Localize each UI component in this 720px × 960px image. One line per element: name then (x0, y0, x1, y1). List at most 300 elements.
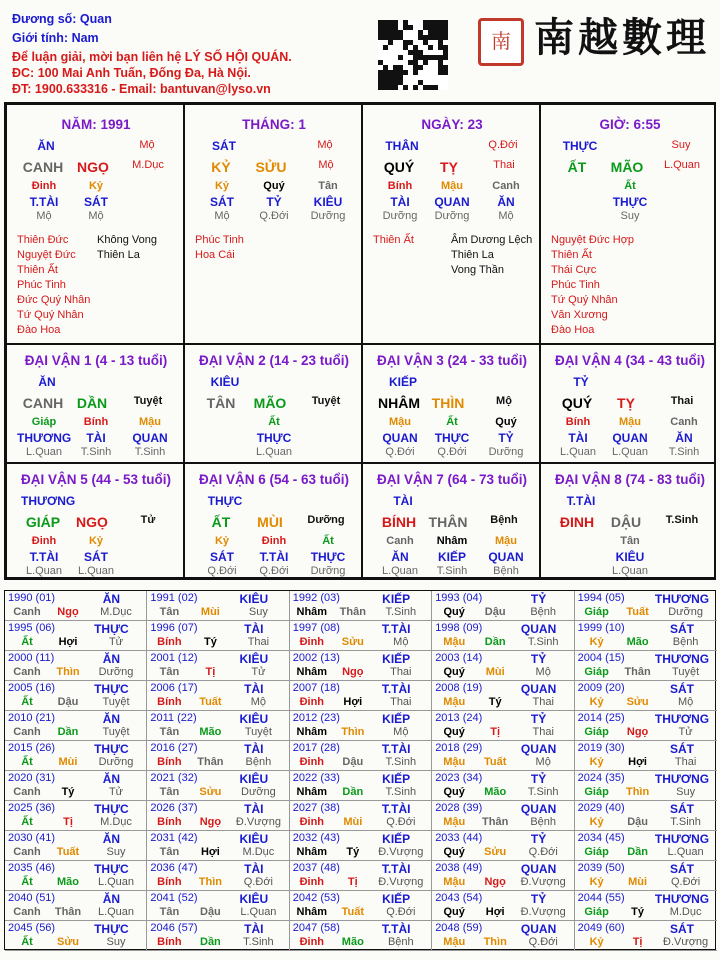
year-cell[interactable] (290, 921, 432, 951)
year-stage: M.Dục (100, 816, 132, 828)
year-branch: Hợi (628, 756, 647, 768)
year-cell[interactable] (5, 771, 147, 801)
ten-god: THƯƠNG (654, 592, 710, 606)
ten-god: KIÊU (239, 892, 269, 906)
contact-note: Để luận giải, mời bạn liên hệ LÝ SỐ HỘI QUÁN. (12, 50, 292, 64)
stage: Q.Đới (488, 139, 518, 151)
year-cell[interactable] (290, 861, 432, 891)
stage: Bệnh (490, 514, 518, 526)
ten-god: QUAN (488, 550, 524, 564)
year-stem: Canh (13, 906, 41, 918)
star-item: Phúc Tinh (195, 234, 244, 246)
year-label: 1990 (01) (8, 592, 56, 604)
year-cell[interactable] (5, 681, 147, 711)
year-branch: Dần (200, 936, 221, 948)
year-cell[interactable] (290, 771, 432, 801)
stage: Dưỡng (382, 210, 418, 222)
ten-god: ĂN (37, 139, 55, 153)
year-stage: T.Sinh (670, 816, 701, 828)
year-branch: Tý (488, 696, 502, 708)
ten-god: T.TÀI (566, 494, 596, 508)
year-stem: Đinh (299, 876, 325, 888)
year-stage: Bệnh (672, 636, 699, 648)
year-label: 2041 (52) (150, 892, 198, 904)
hidden-stem: Kỷ (214, 180, 230, 192)
year-branch: Tị (205, 666, 216, 678)
year-cell[interactable] (432, 591, 574, 621)
year-cell[interactable] (575, 771, 717, 801)
star-item: Không Vong (97, 234, 157, 246)
year-stage: Đ.Vượng (520, 906, 566, 918)
year-branch: Tị (490, 726, 501, 738)
year-stem: Giáp (584, 786, 609, 798)
hidden-stem: Tân (318, 180, 338, 192)
year-branch: Mùi (200, 606, 220, 618)
heavenly-stem: ẤT (567, 159, 587, 175)
year-cell[interactable] (575, 921, 717, 951)
star-item: Phúc Tinh (17, 279, 66, 291)
year-cell[interactable] (290, 801, 432, 831)
hidden-stem: Quý (263, 180, 285, 192)
star-item: Thiên Ất (17, 264, 58, 276)
year-stage: Q.Đới (386, 816, 416, 828)
ten-god: QUAN (520, 862, 557, 876)
year-cell[interactable] (147, 771, 289, 801)
year-branch: Mão (341, 936, 364, 948)
year-cell[interactable] (147, 801, 289, 831)
year-cell[interactable] (290, 891, 432, 921)
year-cell[interactable] (575, 801, 717, 831)
year-label: 2021 (32) (150, 772, 198, 784)
address: ĐC: 100 Mai Anh Tuấn, Đống Đa, Hà Nội. (12, 66, 251, 80)
year-cell[interactable] (432, 921, 574, 951)
year-stage: Bệnh (245, 756, 272, 768)
year-label: 2029 (40) (577, 802, 625, 814)
dai-van-title: ĐẠI VẬN 2 (14 - 23 tuổi) (198, 353, 350, 368)
year-cell[interactable] (147, 681, 289, 711)
year-stem: Bính (157, 756, 182, 768)
ten-god: KIẾP (382, 832, 411, 846)
ten-god: QUAN (520, 682, 557, 696)
year-branch: Tý (203, 636, 217, 648)
year-cell[interactable] (5, 711, 147, 741)
year-stage: Suy (676, 786, 696, 798)
year-stage: Tuyệt (102, 726, 130, 738)
year-branch: Hợi (200, 846, 220, 858)
ten-god: TỶ (530, 892, 547, 906)
star-item: Thái Cực (551, 264, 597, 276)
ten-god: KIÊU (615, 550, 645, 564)
ten-god: TỶ (573, 375, 589, 389)
year-cell[interactable] (575, 651, 717, 681)
year-cell[interactable] (575, 711, 717, 741)
year-cell[interactable] (5, 861, 147, 891)
year-stage: L.Quan (97, 906, 135, 918)
year-stem: Mậu (443, 756, 466, 768)
ten-god: TÀI (244, 862, 264, 876)
year-branch: Dậu (57, 696, 79, 708)
year-branch: Tuất (341, 906, 364, 918)
year-branch: Ngọ (626, 726, 649, 738)
year-label: 1994 (05) (577, 592, 625, 604)
star-item: Thiên La (97, 249, 140, 261)
year-cell[interactable] (5, 891, 147, 921)
year-stage: Suy (248, 606, 268, 618)
pillar-title: THÁNG: 1 (242, 117, 306, 132)
year-cell[interactable] (147, 591, 289, 621)
year-cell[interactable] (147, 741, 289, 771)
ten-god: ĂN (102, 592, 121, 606)
stage: Suy (671, 139, 691, 151)
hidden-stem: Đinh (31, 180, 57, 192)
ten-god: TỶ (530, 592, 547, 606)
ten-god: THƯƠNG (654, 772, 710, 786)
year-branch: Mão (57, 876, 79, 888)
ten-god: THƯƠNG (17, 431, 72, 445)
ten-god: THỰC (94, 802, 129, 816)
ten-god: KIÊU (239, 712, 269, 726)
heavenly-stem: CANH (22, 159, 64, 175)
star-item: Nguyệt Đức (17, 249, 76, 261)
year-cell[interactable] (5, 831, 147, 861)
year-branch: Mùi (58, 756, 78, 768)
year-cell[interactable] (432, 891, 574, 921)
year-cell[interactable] (432, 861, 574, 891)
year-stage: T.Sinh (527, 636, 559, 648)
year-branch: Dậu (484, 606, 506, 618)
year-label: 2000 (11) (8, 652, 55, 664)
year-stage: Thai (390, 696, 412, 708)
heavenly-stem: CANH (22, 395, 64, 411)
year-stem: Ất (21, 936, 33, 948)
year-label: 2001 (12) (150, 652, 198, 664)
year-branch: Thìn (483, 936, 507, 948)
year-stem: Bính (157, 936, 182, 948)
year-branch: Dậu (627, 816, 648, 828)
ten-god: SÁT (84, 550, 108, 564)
year-stem: Bính (157, 696, 182, 708)
star-list (451, 233, 532, 278)
ten-god: TỶ (530, 772, 547, 786)
year-label: 1996 (07) (150, 622, 198, 634)
year-stage: Dưỡng (98, 666, 134, 678)
year-stem: Tân (159, 726, 180, 738)
year-label: 1992 (03) (292, 592, 340, 604)
year-label: 2038 (49) (435, 862, 483, 874)
ten-god: TỶ (530, 712, 547, 726)
star-list (17, 233, 90, 338)
year-stage: Mộ (535, 756, 551, 768)
year-branch: Thân (54, 906, 82, 918)
year-branch: Thân (624, 666, 651, 678)
hidden-stem: Mậu (495, 535, 517, 547)
year-stem: Quý (443, 726, 465, 738)
ten-god: KIÊU (313, 195, 343, 209)
star-list (97, 233, 157, 263)
hidden-stem: Kỷ (214, 535, 230, 547)
year-label: 2044 (55) (577, 892, 625, 904)
year-cell[interactable] (432, 771, 574, 801)
year-stem: Đinh (299, 756, 325, 768)
year-stage: T.Sinh (385, 606, 417, 618)
stage: T.Sinh (80, 446, 112, 458)
stage: T.Sinh (665, 514, 699, 526)
year-stage: Đ.Vượng (378, 876, 424, 888)
year-branch: Tị (347, 876, 358, 888)
year-branch: Tý (631, 906, 645, 918)
stage: L.Quan (559, 446, 597, 458)
stage: Dưỡng (434, 210, 470, 222)
year-cell[interactable] (575, 681, 717, 711)
earthly-branch: NGỌ (77, 159, 109, 175)
year-cell[interactable] (5, 801, 147, 831)
year-label: 1998 (09) (435, 622, 483, 634)
year-branch: Tuất (199, 696, 222, 708)
year-cell[interactable] (147, 891, 289, 921)
year-stem: Canh (13, 846, 41, 858)
year-cell[interactable] (432, 651, 574, 681)
heavenly-stem: TÂN (206, 395, 236, 411)
year-cell[interactable] (290, 591, 432, 621)
year-cell[interactable] (147, 861, 289, 891)
year-stage: T.Sinh (385, 786, 417, 798)
year-stage: Q.Đới (386, 906, 416, 918)
year-branch: Ngọ (484, 876, 506, 888)
stage: L.Quan (25, 446, 63, 458)
star-item: Đức Quý Nhân (17, 294, 91, 306)
year-label: 2003 (14) (435, 652, 483, 664)
year-stem: Đinh (299, 816, 325, 828)
year-stem: Kỷ (589, 696, 604, 708)
year-stem: Canh (13, 606, 41, 618)
year-stem: Kỷ (589, 816, 604, 828)
year-cell[interactable] (432, 711, 574, 741)
ten-god: TÀI (244, 922, 264, 936)
year-label: 2034 (45) (577, 832, 625, 844)
ten-god: TÀI (393, 494, 413, 508)
year-stem: Kỷ (589, 876, 604, 888)
star-item: Văn Xương (551, 309, 608, 321)
ten-god: KIẾP (437, 550, 466, 564)
ten-god: T.TÀI (381, 682, 411, 696)
year-cell[interactable] (5, 651, 147, 681)
year-cell[interactable] (432, 831, 574, 861)
year-stage: Dưỡng (668, 606, 703, 618)
year-cell[interactable] (290, 651, 432, 681)
year-label: 2043 (54) (435, 892, 483, 904)
year-stage: Tử (108, 636, 124, 648)
ten-god: T.TÀI (29, 195, 59, 209)
ten-god: THƯƠNG (21, 494, 76, 508)
year-branch: Sửu (341, 636, 364, 648)
year-branch: Tuất (483, 756, 507, 768)
ten-god: THƯƠNG (654, 652, 710, 666)
year-stage: Dưỡng (98, 756, 134, 768)
year-branch: Sửu (484, 846, 507, 858)
year-stem: Quý (443, 786, 465, 798)
year-cell[interactable] (5, 921, 147, 951)
year-cell[interactable] (290, 621, 432, 651)
year-label: 2022 (33) (292, 772, 340, 784)
stage: Thai (493, 159, 515, 171)
stage: Dưỡng (310, 210, 346, 222)
year-cell[interactable] (147, 831, 289, 861)
year-stage: L.Quan (97, 876, 135, 888)
year-branch: Tuất (56, 846, 80, 858)
ten-god: THỰC (94, 622, 129, 636)
dai-van-cell (362, 463, 540, 578)
year-stem: Đinh (299, 696, 325, 708)
year-stem: Nhâm (296, 846, 328, 858)
year-branch: Thân (339, 606, 366, 618)
ten-god: T.TÀI (381, 742, 411, 756)
year-branch: Dần (57, 726, 79, 738)
year-cell[interactable] (5, 621, 147, 651)
year-branch: Dần (342, 786, 364, 798)
year-cell[interactable] (575, 741, 717, 771)
year-stage: Mộ (393, 636, 409, 648)
year-label: 2008 (19) (435, 682, 483, 694)
star-item: Tứ Quý Nhân (17, 309, 84, 321)
year-stage: Đ.Vượng (378, 846, 424, 858)
earthly-branch: MÃO (253, 395, 287, 411)
year-label: 1993 (04) (435, 592, 483, 604)
year-stage: Bệnh (530, 606, 557, 618)
year-stem: Đinh (299, 636, 325, 648)
hidden-stem: Canh (386, 535, 414, 547)
year-cell[interactable] (432, 741, 574, 771)
year-label: 2033 (44) (435, 832, 483, 844)
year-cell[interactable] (432, 681, 574, 711)
star-item: Tứ Quý Nhân (551, 294, 618, 306)
year-cell[interactable] (290, 741, 432, 771)
year-stage: Suy (106, 846, 126, 858)
year-cell[interactable] (432, 621, 574, 651)
year-stem: Giáp (584, 906, 609, 918)
year-stem: Tân (159, 846, 180, 858)
year-stem: Ất (21, 816, 33, 828)
ten-god: KIÊU (239, 652, 269, 666)
ten-god: TÀI (390, 195, 410, 209)
earthly-branch: THÌN (431, 395, 465, 411)
year-stage: Tuyệt (244, 726, 272, 738)
brand-logo: 南越數理 (534, 14, 710, 61)
year-cell[interactable] (575, 861, 717, 891)
ten-god: T.TÀI (381, 622, 411, 636)
year-label: 2024 (35) (577, 772, 625, 784)
year-stage: M.Dục (669, 906, 702, 918)
year-label: 2039 (50) (577, 862, 625, 874)
hidden-stem: Tân (620, 535, 640, 547)
hidden-stem: Kỷ (88, 180, 104, 192)
year-stem: Nhâm (296, 786, 328, 798)
year-cell[interactable] (575, 621, 717, 651)
year-branch: Thìn (341, 726, 365, 738)
dai-van-title: ĐẠI VẬN 5 (44 - 53 tuổi) (20, 472, 172, 487)
year-stem: Giáp (584, 726, 609, 738)
year-cell[interactable] (575, 831, 717, 861)
year-stem: Ất (21, 636, 33, 648)
year-branch: Dần (627, 846, 648, 858)
year-cell[interactable] (5, 741, 147, 771)
year-branch: Tị (632, 936, 643, 948)
year-cell[interactable] (147, 921, 289, 951)
star-item: Đào Hoa (551, 324, 595, 336)
stage: Mộ (139, 139, 155, 151)
year-label: 1995 (06) (8, 622, 56, 634)
dai-van-cell (184, 344, 362, 463)
earthly-branch: DẦN (76, 395, 108, 411)
year-stage: Bệnh (387, 936, 414, 948)
owner-name: Đương số: Quan (12, 12, 112, 26)
year-cell[interactable] (290, 711, 432, 741)
hidden-stem: Ất (624, 180, 636, 192)
year-branch: Hợi (58, 636, 78, 648)
ten-god: THỰC (434, 431, 470, 445)
year-label: 2031 (42) (150, 832, 198, 844)
ten-god: TÀI (244, 622, 264, 636)
year-label: 1991 (02) (150, 592, 198, 604)
gender: Giới tính: Nam (12, 31, 99, 45)
stage: Mộ (88, 210, 104, 222)
star-item: Hoa Cái (195, 249, 235, 261)
year-label: 2004 (15) (577, 652, 625, 664)
year-label: 2011 (22) (150, 712, 197, 724)
year-stem: Quý (443, 846, 465, 858)
ten-god: QUAN (520, 802, 557, 816)
stage: Dưỡng (307, 514, 345, 526)
year-label: 2035 (46) (8, 862, 56, 874)
year-cell[interactable] (575, 591, 717, 621)
year-stem: Mậu (443, 876, 466, 888)
year-branch: Sửu (56, 936, 80, 948)
year-stage: Tử (251, 666, 266, 678)
year-cell[interactable] (432, 801, 574, 831)
hidden-stem: Giáp (31, 416, 57, 428)
year-stem: Nhâm (296, 906, 328, 918)
year-cell[interactable] (290, 831, 432, 861)
stage: Q.Đới (207, 565, 237, 577)
year-cell[interactable] (5, 591, 147, 621)
ten-god: THỰC (94, 922, 129, 936)
year-cell[interactable] (147, 651, 289, 681)
heavenly-stem: QUÝ (561, 395, 593, 411)
year-stem: Bính (157, 636, 182, 648)
year-stage: T.Sinh (243, 936, 274, 948)
ten-god: KIẾP (382, 772, 411, 786)
ten-god: TỶ (266, 195, 282, 209)
year-cell[interactable] (147, 621, 289, 651)
earthly-branch: TỴ (440, 159, 458, 175)
heavenly-stem: GIÁP (25, 514, 61, 530)
year-stage: Mộ (393, 726, 409, 738)
year-stage: Q.Đới (670, 876, 701, 888)
year-stage: T.Sinh (385, 756, 417, 768)
year-branch: Sửu (199, 786, 222, 798)
star-list (373, 233, 414, 248)
hidden-stem: Ất (268, 416, 280, 428)
year-table (4, 590, 716, 950)
heavenly-stem: BÍNH (381, 514, 417, 530)
year-branch: Mùi (343, 816, 363, 828)
year-cell[interactable] (290, 681, 432, 711)
phone-email[interactable]: ĐT: 1900.633316 - Email: bantuvan@lyso.vn (12, 82, 271, 96)
stage: Thai (670, 395, 694, 407)
ten-god: THƯƠNG (654, 832, 710, 846)
year-branch: Ngọ (57, 606, 79, 618)
year-cell[interactable] (575, 891, 717, 921)
year-cell[interactable] (147, 711, 289, 741)
